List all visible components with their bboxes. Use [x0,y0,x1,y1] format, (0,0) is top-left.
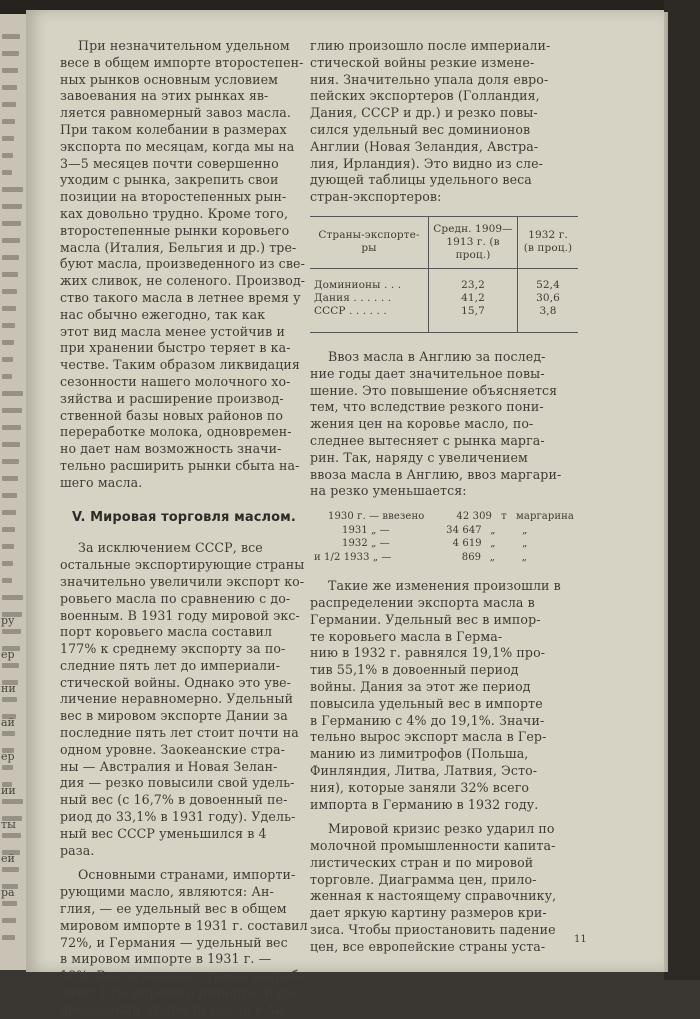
table-header-country: Страны-экспорте-ры [310,216,429,268]
table-cell-1932: 30,6 [518,292,579,305]
table-header-prewar: Средн. 1909—1913 г. (в проц.) [429,216,518,268]
section-heading: V. Мировая торговля маслом. [72,509,296,525]
text-line: этот вид масла менее устойчив и [60,323,285,339]
text-line: одном уровне. Заокеанские стра- [60,741,285,757]
fragment-text-stub [2,833,21,838]
fragment-text-stub [2,374,12,379]
table-header-1932: 1932 г. (в проц.) [518,216,579,268]
paragraph-england-import [310,349,578,500]
paragraph-seasonality [60,38,314,492]
text-line: лия, Ирландия). Это видно из сле- [310,155,544,171]
paragraph-world-export [60,540,314,859]
text-line: второстепенные рынки коровьего [60,222,290,238]
text-line: манию из лимитрофов (Польша, [310,746,529,762]
text-line: тем, что вследствие резкого пони- [310,399,544,415]
fragment-text: ра [1,886,15,899]
text-line: импорта в Германию в 1932 году. [310,796,539,812]
table-row [310,292,578,305]
margarine-amount: 42 309 [456,511,492,523]
text-line: тив 55,1% в довоенный период [310,662,519,678]
text-line: молочной промышленности капита- [310,838,556,854]
margarine-item: „ [522,538,528,550]
text-line: пейских экспортеров (Голландия, [310,88,540,104]
text-line: торговле. Диаграмма цен, прило- [310,871,537,887]
text-line: ный вес СССР уменьшился в 4 [60,825,267,841]
fragment-text-stub [2,153,13,158]
fragment-text: ни [1,682,16,695]
fragment-text-stub [2,170,12,175]
text-line: следнее вытесняет с рынка марга- [310,432,545,448]
fragment-text-stub [2,102,16,107]
fragment-text-stub [2,221,21,226]
margarine-item: „ [521,551,527,563]
fragment-text-stub [2,561,13,566]
fragment-text-stub [2,187,23,192]
fragment-text-stub [2,918,16,923]
text-line: следние пять лет до империали- [60,657,281,673]
text-line: листических стран и по мировой [310,854,534,870]
fragment-text-stub [2,391,23,396]
fragment-text: ай [1,716,15,729]
table-cell-country: Дания . . . . . . [314,291,392,304]
fragment-text-stub [2,51,19,56]
margarine-import-list [314,510,578,564]
fragment-text-stub [2,697,17,702]
exporter-share-table [310,216,578,333]
margarine-item: „ [522,524,528,536]
text-line: Такие же изменения произошли в [328,578,561,594]
text-line: ровьего масла по сравнению с до- [60,590,291,606]
text-line: шение. Это повышение объясняется [310,382,558,398]
margarine-unit: „ [490,538,496,550]
text-line: вес в мировом экспорте Дании за [60,708,288,724]
scan-right-edge [664,0,700,980]
fragment-text-stub [2,935,15,940]
text-line: ввоза масла в Англию, ввоз маргари- [310,466,562,482]
fragment-text-stub [2,136,14,141]
fragment-text: ер [1,648,15,661]
fragment-text-stub [2,204,22,209]
text-line: 3—5 месяцев почти совершенно [60,155,279,171]
text-line: личение неравномерно. Удельный [60,691,294,707]
text-line: Мировой кризис резко ударил по [328,821,555,837]
text-line: ство такого масла в летнее время у [60,289,301,305]
table-row [310,305,578,333]
fragment-text-stub [2,323,15,328]
fragment-text-stub [2,272,18,277]
fragment-text: ру [1,614,15,627]
margarine-unit: „ [489,551,496,563]
margarine-year: и 1/2 1933 „ — [314,551,392,563]
text-line: весе в общем импорте второстепен- [60,54,304,70]
paragraph-exporter-shift [310,38,578,206]
text-line: При таком колебании в размерах [60,121,287,137]
margarine-year: 1931 „ — [342,524,390,536]
text-line: ляют 10% мирового импорта. В рас- [60,985,305,1001]
table-cell-prewar: 23,2 [429,268,518,292]
list-item [328,510,578,524]
text-line: ния), которые заняли 32% всего [310,779,530,795]
text-line: буют масла, произведенного из све- [60,256,305,272]
text-line: жих сливок, не соленого. Производ- [60,273,306,289]
fragment-text: ии [1,784,16,797]
fragment-text-stub [2,544,14,549]
text-line: рующими масло, являются: Ан- [60,884,274,900]
text-line: стической войны резкие измене- [310,54,535,70]
text-line: позиции на второстепенных рын- [60,189,287,205]
text-line: пределении экспорта масла в Ан- [60,1001,289,1017]
text-line: ственной базы новых районов по [60,407,284,423]
text-line: Англии (Новая Зеландия, Австра- [310,138,539,154]
left-text-column [60,38,314,1019]
fragment-text-stub [2,85,17,90]
list-item [328,537,578,551]
text-line: экспорта по месяцам, когда мы на [60,138,295,154]
fragment-text-stub [2,408,22,413]
margarine-year: 1930 г. — ввезено [328,511,425,523]
fragment-text-stub [2,340,14,345]
fragment-text: ер [1,750,15,763]
book-page [26,10,664,1017]
text-line: За исключением СССР, все [78,540,263,556]
text-line: порт коровьего масла составил [60,624,273,640]
fragment-text-stub [2,799,23,804]
text-line: зиса. Чтобы приостановить падение [310,922,556,938]
text-line: ках довольно трудно. Кроме того, [60,205,289,221]
table-cell-country: Доминионы . . . [314,278,402,291]
fragment-text: ей [1,852,15,865]
paragraph-world-crisis [310,821,578,955]
text-line: риод до 33,1% в 1931 году). Удель- [60,809,296,825]
text-line: нас обычно ежегодно, так как [60,306,266,322]
paragraph-importers [60,867,314,1018]
fragment-text-stub [2,357,13,362]
text-line: сезонности нашего молочного хо- [60,373,291,389]
text-line: ние годы дает значительное повы- [310,365,545,381]
text-line: зяйства и расширение производ- [60,390,284,406]
text-line: в мировом импорте в 1931 г. — [60,951,272,967]
text-line: Ввоз масла в Англию за послед- [328,348,546,364]
text-line: последние пять лет стоит почти на [60,725,299,741]
text-line: тельно вырос экспорт масла в Гер- [310,729,547,745]
text-line: войны. Дания за этот же период [310,678,531,694]
text-line: переработке молока, одновремен- [60,424,292,440]
fragment-text-stub [2,663,19,668]
fragment-text-stub [2,731,15,736]
fragment-text-stub [2,527,15,532]
text-line: женная к настоящему справочнику, [310,888,557,904]
fragment-text-stub [2,306,16,311]
page-number: 11 [574,934,587,945]
table-cell-1932: 52,4 [518,268,579,292]
margarine-amount: 4 619 [452,538,482,550]
table-header-row [310,216,578,268]
text-line: уходим с рынка, закрепить свои [60,172,279,188]
fragment-text-stub [2,238,20,243]
text-line: шего масла. [60,474,143,490]
margarine-item: маргарина [516,511,574,523]
text-line: ния. Значительно упала доля евро- [310,71,549,87]
text-line: военным. В 1931 году мировой экс- [60,607,300,623]
table-cell-prewar: 41,2 [429,292,518,305]
margarine-year: 1932 „ — [342,538,390,550]
text-line: тельно расширить рынки сбыта на- [60,457,300,473]
text-line: значительно увеличили экспорт ко- [60,573,305,589]
text-line: мировом импорте в 1931 г. составил [60,917,308,933]
text-line: масла (Италия, Бельгия и др.) тре- [60,239,297,255]
text-line: повысила удельный вес в импорте [310,695,543,711]
list-item [314,551,578,565]
text-line: ляется равномерный завоз масла. [60,105,292,121]
fragment-text-stub [2,595,23,600]
table-cell-prewar: 15,7 [429,305,518,333]
fragment-text-stub [2,867,19,872]
text-line: на резко уменьшается: [310,483,467,499]
fragment-text-stub [2,578,12,583]
margarine-unit: т [501,511,507,523]
text-line: Основными странами, импорти- [78,867,296,883]
fragment-text-stub [2,476,18,481]
fragment-text: ты [1,818,16,831]
right-text-column [310,38,578,956]
fragment-text-stub [2,459,19,464]
fragment-text-stub [2,425,21,430]
text-line: глию произошло после империали- [310,38,551,53]
text-line: 177% к среднему экспорту за по- [60,641,286,657]
text-line: Германии. Удельный вес в импор- [310,611,541,627]
fragment-text-stub [2,255,19,260]
text-line: При незначительном удельном [78,38,290,53]
text-line: распределении экспорта масла в [310,594,535,610]
text-line: стран-экспортеров: [310,189,442,205]
text-line: ны — Австралия и Новая Зелан- [60,758,278,774]
fragment-text-stub [2,765,13,770]
text-line: стической войны. Однако это уве- [60,674,292,690]
fragment-text-stub [2,442,20,447]
text-line: раза. [60,842,95,858]
text-line: 18%. Все остальные страны потреб- [60,968,304,984]
text-line: в Германию с 4% до 19,1%. Значи- [310,712,545,728]
fragment-text-stub [2,34,20,39]
text-line: нию в 1932 г. равнялся 19,1% про- [310,645,546,661]
left-page-fragment [0,14,26,970]
fragment-text-stub [2,629,21,634]
text-line: дия — резко повысили свой удель- [60,775,295,791]
margarine-amount: 34 647 [446,524,482,536]
text-line: остальные экспортирующие страны [60,557,305,573]
text-line: глия, — ее удельный вес в общем [60,901,287,917]
text-line: те коровьего масла в Герма- [310,628,503,644]
text-line: цен, все европейские страны уста- [310,938,546,954]
fragment-text-stub [2,901,17,906]
text-line: рин. Так, наряду с увеличением [310,449,528,465]
fragment-text-stub [2,289,17,294]
table-cell-country: СССР . . . . . . [310,305,429,333]
fragment-text-stub [2,119,15,124]
text-line: Дания, СССР и др.) и резко повы- [310,105,538,121]
text-line: 72%, и Германия — удельный вес [60,934,288,950]
text-line: ных рынков основным условием [60,71,279,87]
text-line: Финляндия, Литва, Латвия, Эсто- [310,762,538,778]
text-line: дает яркую картину размеров кри- [310,905,547,921]
text-line: жения цен на коровье масло, по- [310,416,534,432]
text-line: дующей таблицы удельного веса [310,172,532,188]
table-cell-1932: 3,8 [518,305,579,333]
list-item [328,524,578,538]
margarine-amount: 869 [461,551,482,563]
fragment-text-stub [2,68,18,73]
paragraph-germany-export [310,578,578,813]
fragment-text-stub [2,493,17,498]
table-row [310,268,578,292]
text-line: честве. Таким образом ликвидация [60,357,300,373]
text-line: завоевания на этих рынках яв- [60,88,269,104]
text-line: ный вес (с 16,7% в довоенный пе- [60,792,288,808]
fragment-text-stub [2,510,16,515]
text-line: но дает нам возможность значи- [60,441,282,457]
text-line: при хранении быстро теряет в ка- [60,340,291,356]
text-line: сился удельный вес доминионов [310,121,531,137]
margarine-unit: „ [490,524,496,536]
